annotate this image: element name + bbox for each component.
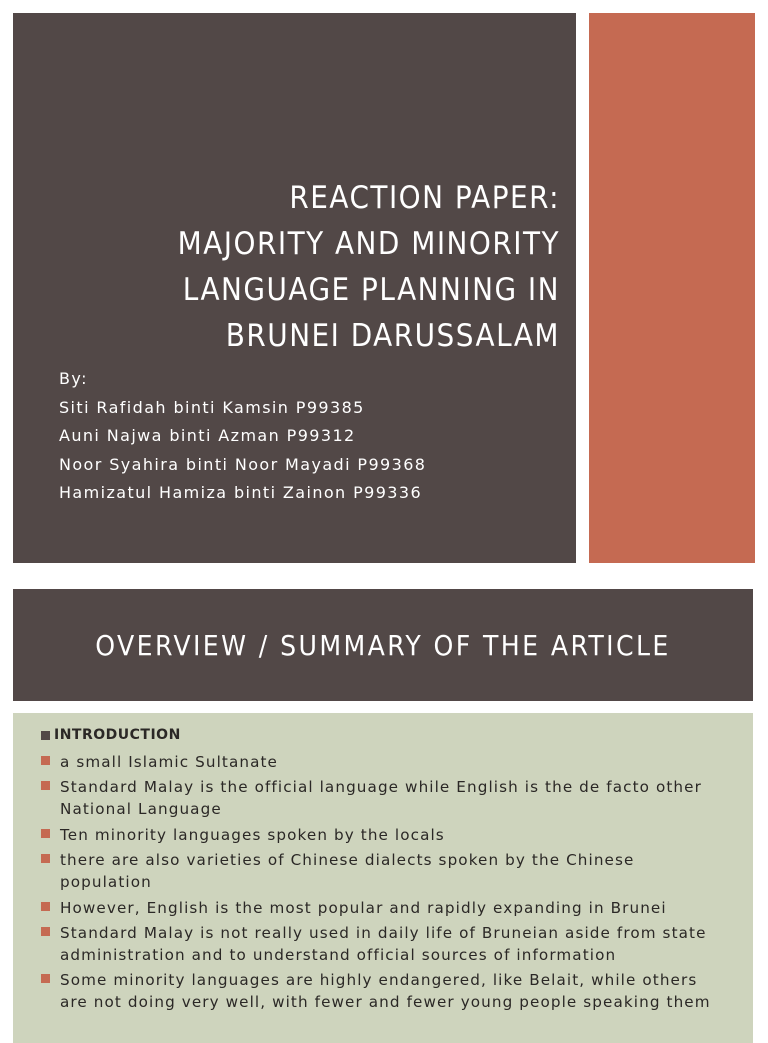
overview-title: OVERVIEW / SUMMARY OF THE ARTICLE bbox=[95, 628, 671, 662]
square-bullet-icon bbox=[41, 974, 50, 983]
title-line: LANGUAGE PLANNING IN bbox=[182, 272, 560, 308]
list-item bbox=[41, 969, 731, 1013]
square-bullet-icon bbox=[41, 902, 50, 911]
square-bullet-icon bbox=[41, 731, 50, 740]
author-line: Noor Syahira binti Noor Mayadi P99368 bbox=[59, 454, 427, 474]
list-item bbox=[41, 897, 731, 919]
bullet-text: Some minority languages are highly endangered, like Belait, while others are not doing very well, with fewer and fewer young people speaking them bbox=[60, 971, 711, 1012]
title-line: REACTION PAPER: bbox=[289, 180, 560, 216]
bullet-text: Ten minority languages spoken by the locals bbox=[60, 825, 445, 844]
slide-title bbox=[40, 175, 560, 359]
title-line: BRUNEI DARUSSALAM bbox=[225, 318, 560, 354]
author-line: Auni Najwa binti Azman P99312 bbox=[59, 426, 356, 445]
square-bullet-icon bbox=[41, 829, 50, 838]
list-item bbox=[41, 751, 731, 773]
author-line: Hamizatul Hamiza binti Zainon P99336 bbox=[59, 483, 423, 502]
square-bullet-icon bbox=[41, 756, 50, 765]
bullet-text: there are also varieties of Chinese dialects spoken by the Chinese population bbox=[60, 851, 635, 892]
square-bullet-icon bbox=[41, 781, 50, 790]
bullet-text: Standard Malay is not really used in daily life of Bruneian aside from state administration and to understand official sources of information bbox=[60, 923, 707, 964]
list-item bbox=[41, 849, 731, 893]
list-item bbox=[41, 824, 731, 846]
square-bullet-icon bbox=[41, 927, 50, 936]
bullet-text: Standard Malay is the official language while English is the de facto other National Language bbox=[60, 778, 702, 819]
overview-slide-panel bbox=[13, 589, 753, 701]
author-line: Siti Rafidah binti Kamsin P99385 bbox=[59, 397, 365, 417]
square-bullet-icon bbox=[41, 854, 50, 863]
list-item bbox=[41, 776, 731, 820]
title-slide-panel bbox=[13, 13, 576, 563]
bullet-text: a small Islamic Sultanate bbox=[60, 753, 279, 771]
author-by-label: By: bbox=[59, 369, 88, 388]
introduction-heading-text: INTRODUCTION bbox=[54, 727, 181, 743]
introduction-slide-panel bbox=[13, 713, 753, 1043]
introduction-heading bbox=[41, 727, 181, 743]
introduction-bullet-list bbox=[41, 751, 731, 1017]
list-item bbox=[41, 922, 731, 966]
author-list bbox=[59, 365, 426, 508]
accent-block bbox=[589, 13, 755, 563]
bullet-text: However, English is the most popular and rapidly expanding in Brunei bbox=[60, 898, 667, 917]
title-line: MAJORITY AND MINORITY bbox=[177, 226, 560, 262]
